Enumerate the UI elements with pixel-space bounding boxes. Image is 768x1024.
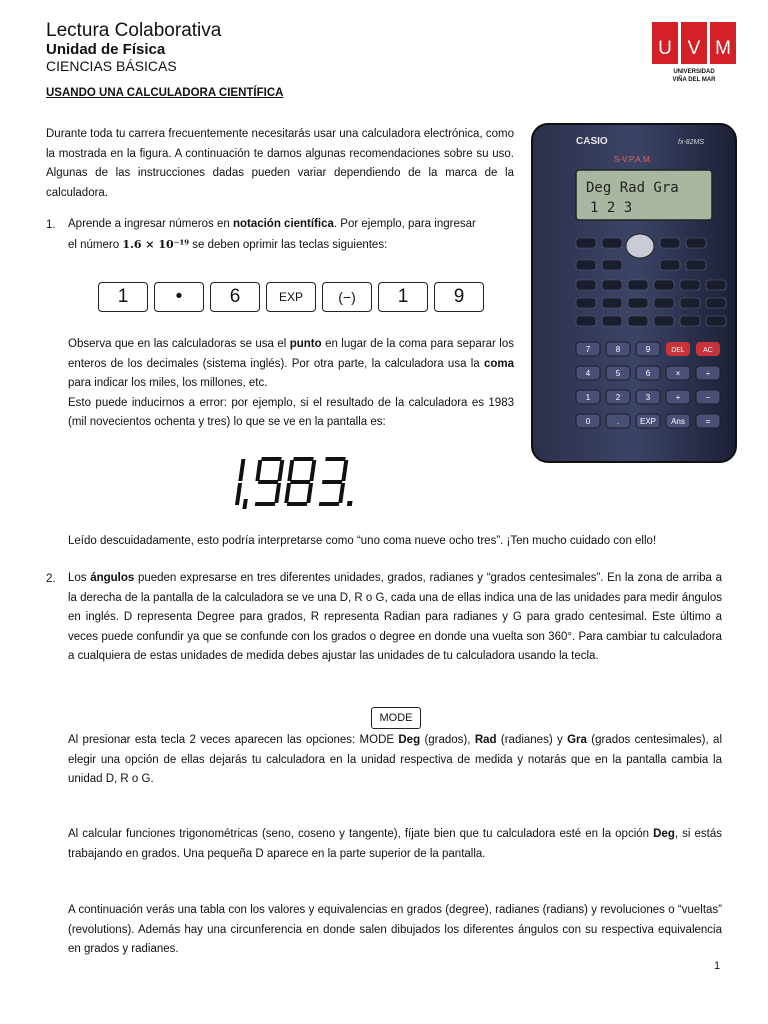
item-1-text-b: . Por ejemplo, para ingresar (333, 218, 476, 230)
key-9: 9 (434, 282, 484, 312)
item-1-text-a: Aprende a ingresar números en (68, 218, 233, 230)
item-2-text (68, 569, 722, 667)
key-1: 1 (98, 282, 148, 312)
obs-bold-coma: coma (483, 357, 514, 370)
logo-caption-line2: VIÑA DEL MAR (672, 77, 716, 83)
obs-p2: Esto puede inducirnos a error: por ejemplo, si el resultado de la calculadora es 1983 (mil novecientos ochenta y tres) lo que se ve en la pantalla es: (68, 396, 514, 428)
calc-brand: CASIO (576, 136, 608, 147)
table-intro-paragraph: A continuación verás una tabla con los valores y equivalencias en grados (degree), radianes (radians) y revoluciones o “vueltas” (revolutions). Además hay una circunferencia en donde salen dibujados los diferentes ángulos con su respectiva equivalencia en grados y radianes. (68, 904, 722, 955)
careless-b: ¡Ten mucho cuidado con ello! (506, 535, 657, 547)
calc-screen-line2: 1 2 3 (590, 200, 633, 216)
logo-letter-m: M (715, 38, 731, 59)
calc-key-8: 8 (615, 345, 621, 354)
key-exp: EXP (266, 282, 316, 312)
calc-del: DEL (671, 347, 685, 354)
calculator-graphic (528, 122, 740, 464)
key-6: 6 (210, 282, 260, 312)
obs-a: Observa que en las calculadoras se usa el (68, 338, 290, 350)
calc-key-times: × (675, 369, 681, 378)
key-negative: (−) (322, 282, 372, 312)
calc-screen-line1: Deg Rad Gra (586, 180, 679, 196)
obs-c: para indicar los miles, los millones, etc. (68, 377, 268, 389)
uvm-logo-mark (648, 22, 740, 74)
item-2-a: Los (68, 572, 91, 584)
item-2-b: pueden expresarse en tres diferentes unidades, grados, radianes y “grados centesimales”. En la zona de arriba a la derecha de la pantalla de la calculadora se ve una D, R o G, cada una de ellas indica una de las unidades para medir ángulos en inglés. D representa Degree para grados, R representa Radian para radianes y G para grado centesimal. Este último a veces puede confundir ya que se confunde con los grados o degree en donde una vuelta son 360°. Para cambiar tu calculadora a cualquiera de estas unidades de medida debes ajustar las unidades de tu calculadora usando la tecla. (68, 572, 723, 662)
logo-letter-u: U (658, 38, 672, 59)
item-1-text (68, 215, 514, 255)
key-1b: 1 (378, 282, 428, 312)
item-2-number: 2. (46, 573, 56, 585)
logo-caption-line1: UNIVERSIDAD (673, 69, 715, 75)
key-decimal-point: • (154, 282, 204, 312)
item-1-number: 1. (46, 219, 56, 231)
mode-d: (radianes) y (496, 734, 568, 746)
calc-key-exp: EXP (639, 417, 657, 426)
mode-c: (grados), (420, 734, 475, 746)
scientific-number: 1.6 × 10⁻¹⁹ (122, 237, 190, 251)
intro-paragraph: Durante toda tu carrera frecuentemente necesitarás usar una calculadora electrónica, como la mostrada en la figura. A continuación te damos algunas recomendaciones sobre su uso. Algunas de las instrucciones dadas pueden variar dependiendo de la marca de la calculadora. (46, 128, 514, 199)
item-2-bold: ángulos (90, 572, 135, 584)
document-subtitle: Unidad de Física (46, 41, 166, 58)
calc-key-6: 6 (645, 369, 651, 378)
obs-b: en lugar de la coma para separar los enteros de los decimales (sistema inglés). Por otra parte, la calculadora usa la (68, 338, 514, 370)
trig-paragraph (68, 825, 722, 864)
careless-a: Leído descuidadamente, esto podría interpretarse como “uno coma nueve ocho tres”. (68, 535, 507, 547)
logo-letter-v: V (687, 38, 701, 59)
mode-gra: Gra (567, 734, 587, 746)
calculator-image (528, 122, 740, 464)
calc-key-plus: + (675, 393, 681, 402)
trig-b: , si estás trabajando en grados. Una pequeña D aparece en la parte superior de la pantalla. (68, 828, 722, 860)
obs-bold-punto: punto (289, 338, 322, 350)
calc-key-3: 3 (645, 393, 651, 402)
calc-key-0: 0 (585, 417, 591, 426)
item-1-text-bold: notación científica (232, 218, 334, 230)
item-1-text-d: se deben oprimir las teclas siguientes: (189, 238, 388, 251)
document-title: Lectura Colaborativa (46, 20, 222, 41)
mode-e: (grados centesimales), al elegir una opción de ellas dejarás tu calculadora en la unidad respectiva de medida y notarás que en la pantalla cambia la unidad D, R o G. (68, 734, 722, 785)
calc-key-minus: − (705, 393, 711, 402)
display-value (230, 455, 233, 456)
calc-key-9: 9 (645, 345, 651, 354)
section-title: USANDO UNA CALCULADORA CIENTÍFICA (46, 87, 284, 99)
calc-key-1: 1 (585, 393, 591, 402)
mode-rad: Rad (474, 734, 497, 746)
calc-key-ans: Ans (671, 417, 685, 426)
trig-a: Al calcular funciones trigonométricas (seno, coseno y tangente), fíjate bien que tu calculadora esté en la opción (68, 828, 654, 840)
calc-key-2: 2 (615, 393, 621, 402)
mode-key: MODE (371, 707, 421, 729)
calc-key-divide: ÷ (705, 369, 711, 378)
calc-key-equals: = (705, 417, 711, 426)
mode-paragraph (68, 731, 722, 790)
trig-deg: Deg (653, 828, 675, 840)
calc-key-4: 4 (585, 369, 591, 378)
seven-segment-graphic (230, 455, 370, 515)
uvm-logo (648, 22, 740, 92)
seven-segment-display (230, 455, 370, 520)
calc-svpam: S-V.P.A.M. (614, 155, 652, 164)
calc-ac: AC (703, 347, 713, 354)
document-department: CIENCIAS BÁSICAS (46, 58, 177, 74)
calc-key-dot: . (616, 417, 620, 426)
page-number: 1 (714, 960, 721, 972)
calc-model: fx-82MS (678, 139, 705, 146)
calc-key-7: 7 (585, 345, 591, 354)
observation-paragraph (68, 335, 514, 433)
mode-deg: Deg (398, 734, 421, 746)
item-1-text-c: el número (68, 238, 123, 251)
key-sequence (98, 282, 482, 312)
careless-reading-line (68, 532, 728, 552)
mode-a: Al presionar esta tecla 2 veces aparecen las opciones: MODE (68, 734, 399, 746)
calc-key-5: 5 (615, 369, 621, 378)
